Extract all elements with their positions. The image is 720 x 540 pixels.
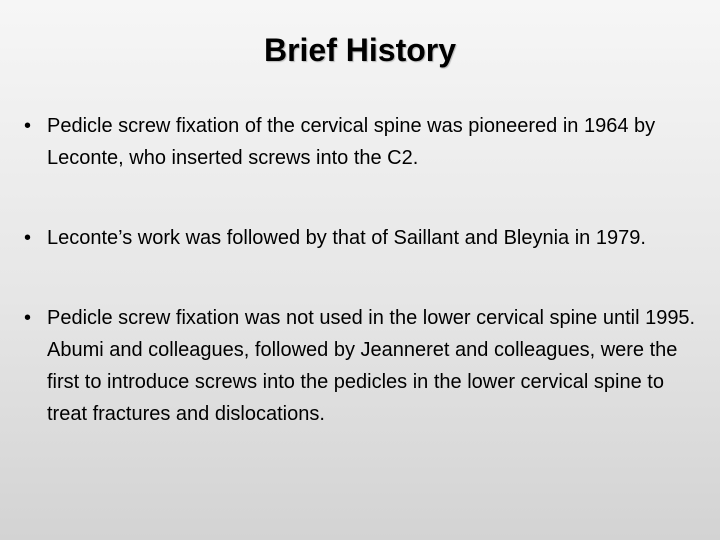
bullet-item-3 (20, 302, 700, 430)
bullet-item-2 (20, 222, 700, 254)
bullet-text: Pedicle screw fixation was not used in the lower cervical spine until 1995. Abumi and colleagues, followed by Jeanneret and colleagues, were the first to introduce screws into the pedicles in the lower cervical spine to treat fractures and dislocations. (47, 307, 696, 425)
bullet-marker-icon: • (24, 227, 32, 249)
bullet-marker-icon: • (24, 307, 32, 329)
bullet-item-1 (20, 110, 700, 174)
bullet-text: Pedicle screw fixation of the cervical spine was pioneered in 1964 by Leconte, who inserted screws into the C2. (47, 115, 656, 169)
bullet-marker-icon: • (24, 115, 32, 137)
bullet-text: Leconte’s work was followed by that of Saillant and Bleynia in 1979. (47, 227, 646, 249)
slide-title: Brief History (263, 32, 457, 68)
bullet-list (20, 110, 700, 478)
